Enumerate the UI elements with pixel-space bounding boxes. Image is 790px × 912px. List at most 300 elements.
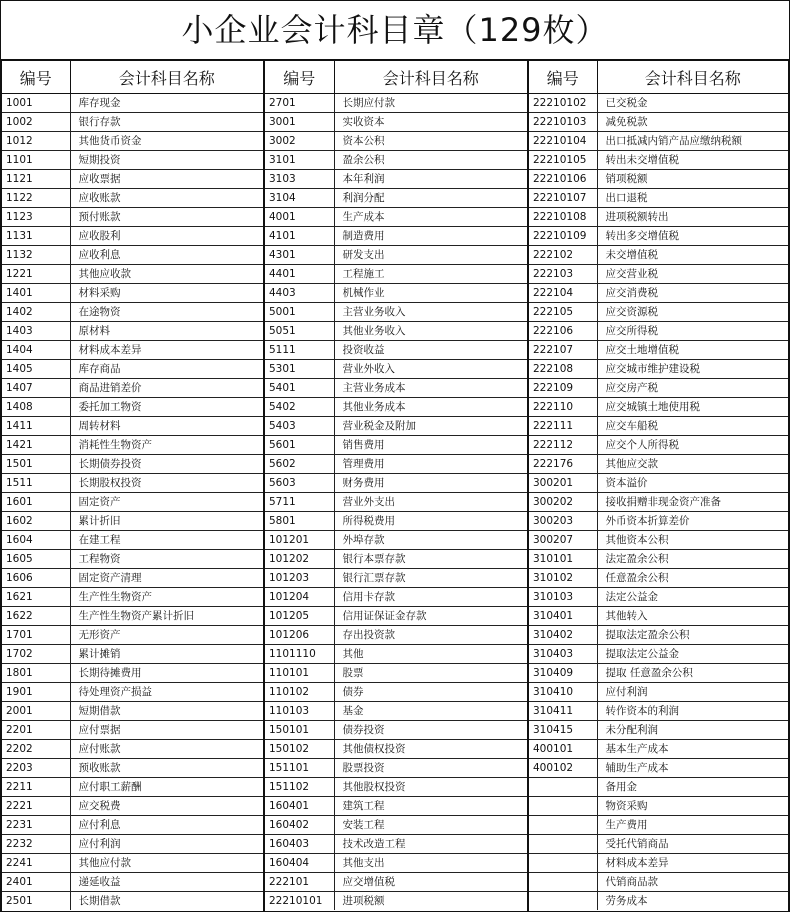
account-name: 提取法定公益金 (597, 645, 788, 664)
account-name: 在途物资 (70, 303, 263, 322)
account-name: 资本公积 (334, 132, 527, 151)
account-name: 银行存款 (70, 113, 263, 132)
account-name: 债券投资 (334, 721, 527, 740)
columns-area (1, 60, 789, 911)
account-code: 222112 (529, 436, 597, 455)
account-code: 222109 (529, 379, 597, 398)
account-code (529, 835, 597, 854)
table-row (2, 797, 263, 816)
account-name: 应交城市维护建设税 (597, 360, 788, 379)
account-name: 其他应交款 (597, 455, 788, 474)
table-row (529, 588, 788, 607)
account-code: 1511 (2, 474, 70, 493)
account-code: 5301 (265, 360, 334, 379)
table-row (265, 265, 527, 284)
account-name: 待处理资产损益 (70, 683, 263, 702)
account-code: 1131 (2, 227, 70, 246)
account-name: 预收账款 (70, 759, 263, 778)
account-name: 其他应收款 (70, 265, 263, 284)
account-name: 其他应付款 (70, 854, 263, 873)
table-row (265, 322, 527, 341)
account-code: 110101 (265, 664, 334, 683)
table-row (529, 189, 788, 208)
account-code: 160404 (265, 854, 334, 873)
column-2 (264, 60, 528, 911)
account-name: 短期借款 (70, 702, 263, 721)
table-row (265, 873, 527, 892)
account-name: 销售费用 (334, 436, 527, 455)
table-row (529, 132, 788, 151)
account-code: 1002 (2, 113, 70, 132)
account-name: 应付职工薪酬 (70, 778, 263, 797)
account-code: 2202 (2, 740, 70, 759)
table-row (529, 208, 788, 227)
table-row (2, 645, 263, 664)
table-row (529, 246, 788, 265)
account-name: 消耗性生物资产 (70, 436, 263, 455)
table-row (2, 113, 263, 132)
table-row (2, 493, 263, 512)
table-row (529, 94, 788, 113)
account-name: 进项税额转出 (597, 208, 788, 227)
account-name: 商品进销差价 (70, 379, 263, 398)
account-name: 实收资本 (334, 113, 527, 132)
account-name: 债券 (334, 683, 527, 702)
account-name: 应付利润 (70, 835, 263, 854)
table-row (265, 246, 527, 265)
table-row (265, 493, 527, 512)
account-name: 生产费用 (597, 816, 788, 835)
account-code: 4401 (265, 265, 334, 284)
table-row (265, 892, 527, 911)
account-name: 辅助生产成本 (597, 759, 788, 778)
account-code: 22210101 (265, 892, 334, 911)
account-code: 310401 (529, 607, 597, 626)
table-row (2, 132, 263, 151)
table-row (2, 379, 263, 398)
account-name: 无形资产 (70, 626, 263, 645)
table-row (2, 474, 263, 493)
account-code: 1122 (2, 189, 70, 208)
account-table-3 (529, 60, 788, 910)
table-row (265, 797, 527, 816)
account-code: 1602 (2, 512, 70, 531)
account-code: 150101 (265, 721, 334, 740)
account-name: 应付利润 (597, 683, 788, 702)
account-code: 2203 (2, 759, 70, 778)
header-code: 编号 (265, 61, 334, 94)
table-row (2, 892, 263, 911)
table-row (529, 759, 788, 778)
table-row (265, 816, 527, 835)
account-code: 222103 (529, 265, 597, 284)
table-row (265, 683, 527, 702)
table-row (529, 740, 788, 759)
account-name: 长期债券投资 (70, 455, 263, 474)
table-row (265, 360, 527, 379)
table-row (265, 569, 527, 588)
account-code: 2501 (2, 892, 70, 911)
table-row (265, 854, 527, 873)
table-row (529, 398, 788, 417)
account-name: 其他货币资金 (70, 132, 263, 151)
table-row (529, 303, 788, 322)
account-name: 周转材料 (70, 417, 263, 436)
account-name: 销项税额 (597, 170, 788, 189)
account-code: 1403 (2, 322, 70, 341)
table-row (2, 94, 263, 113)
account-name: 营业外收入 (334, 360, 527, 379)
account-code: 222104 (529, 284, 597, 303)
table-row (265, 113, 527, 132)
table-row (265, 664, 527, 683)
table-row (2, 303, 263, 322)
table-row (2, 835, 263, 854)
account-code: 1622 (2, 607, 70, 626)
account-name: 应交所得税 (597, 322, 788, 341)
account-code: 222108 (529, 360, 597, 379)
account-code: 310103 (529, 588, 597, 607)
table-row (529, 531, 788, 550)
account-code: 300203 (529, 512, 597, 531)
account-name: 应交房产税 (597, 379, 788, 398)
table-row (265, 379, 527, 398)
table-row (2, 550, 263, 569)
table-row (529, 113, 788, 132)
account-name: 营业税金及附加 (334, 417, 527, 436)
account-name: 其他支出 (334, 854, 527, 873)
account-code: 101201 (265, 531, 334, 550)
account-code: 4403 (265, 284, 334, 303)
account-name: 基本生产成本 (597, 740, 788, 759)
account-name: 应交税费 (70, 797, 263, 816)
account-name: 股票 (334, 664, 527, 683)
table-row (529, 702, 788, 721)
account-name: 其他业务成本 (334, 398, 527, 417)
account-code: 5603 (265, 474, 334, 493)
account-name: 应交资源税 (597, 303, 788, 322)
table-row (265, 607, 527, 626)
account-code: 1012 (2, 132, 70, 151)
account-name: 工程物资 (70, 550, 263, 569)
table-row (2, 455, 263, 474)
table-row (529, 873, 788, 892)
account-code: 110102 (265, 683, 334, 702)
table-row (265, 550, 527, 569)
account-code: 1101110 (265, 645, 334, 664)
table-row (2, 208, 263, 227)
account-name: 研发支出 (334, 246, 527, 265)
account-code: 222176 (529, 455, 597, 474)
account-code: 400102 (529, 759, 597, 778)
account-code: 3104 (265, 189, 334, 208)
account-code (529, 854, 597, 873)
account-code: 222107 (529, 341, 597, 360)
table-row (2, 816, 263, 835)
table-row (529, 227, 788, 246)
account-name: 主营业务收入 (334, 303, 527, 322)
account-name: 固定资产 (70, 493, 263, 512)
table-row (529, 512, 788, 531)
table-header-row (2, 61, 263, 94)
account-code: 110103 (265, 702, 334, 721)
account-code: 3001 (265, 113, 334, 132)
account-name: 预付账款 (70, 208, 263, 227)
account-name: 转出多交增值税 (597, 227, 788, 246)
account-name: 减免税款 (597, 113, 788, 132)
account-name: 主营业务成本 (334, 379, 527, 398)
account-code: 22210108 (529, 208, 597, 227)
account-code: 300201 (529, 474, 597, 493)
table-row (529, 417, 788, 436)
account-code: 4101 (265, 227, 334, 246)
table-row (265, 645, 527, 664)
header-code: 编号 (2, 61, 70, 94)
account-code: 1606 (2, 569, 70, 588)
table-row (2, 626, 263, 645)
header-name: 会计科目名称 (70, 61, 263, 94)
table-row (265, 151, 527, 170)
table-row (529, 835, 788, 854)
account-name: 其他债权投资 (334, 740, 527, 759)
account-name: 应付账款 (70, 740, 263, 759)
account-name: 盈余公积 (334, 151, 527, 170)
account-code: 1221 (2, 265, 70, 284)
header-name: 会计科目名称 (597, 61, 788, 94)
table-row (2, 512, 263, 531)
account-code (529, 778, 597, 797)
page-title: 小企业会计科目章（129枚） (1, 1, 789, 60)
account-name: 接收捐赠非现金资产准备 (597, 493, 788, 512)
account-name: 转出未交增值税 (597, 151, 788, 170)
account-name: 其他资本公积 (597, 531, 788, 550)
account-code: 160402 (265, 816, 334, 835)
account-name: 股票投资 (334, 759, 527, 778)
account-name: 原材料 (70, 322, 263, 341)
account-name: 长期股权投资 (70, 474, 263, 493)
account-name: 在建工程 (70, 531, 263, 550)
account-name: 物资采购 (597, 797, 788, 816)
account-code: 2231 (2, 816, 70, 835)
account-code: 1402 (2, 303, 70, 322)
account-name: 法定公益金 (597, 588, 788, 607)
table-row (265, 740, 527, 759)
account-code: 222111 (529, 417, 597, 436)
account-name: 技术改造工程 (334, 835, 527, 854)
account-code: 400101 (529, 740, 597, 759)
account-code: 2211 (2, 778, 70, 797)
account-name: 代销商品款 (597, 873, 788, 892)
account-code: 222106 (529, 322, 597, 341)
table-row (265, 721, 527, 740)
account-name: 生产性生物资产累计折旧 (70, 607, 263, 626)
account-name: 资本溢价 (597, 474, 788, 493)
account-code: 4301 (265, 246, 334, 265)
account-code: 22210104 (529, 132, 597, 151)
account-code: 1411 (2, 417, 70, 436)
account-name: 出口抵减内销产品应缴纳税额 (597, 132, 788, 151)
account-name: 工程施工 (334, 265, 527, 284)
table-row (265, 94, 527, 113)
table-row (2, 721, 263, 740)
table-row (265, 189, 527, 208)
account-name: 银行本票存款 (334, 550, 527, 569)
account-code: 5001 (265, 303, 334, 322)
account-table-2 (265, 60, 527, 910)
account-code: 5711 (265, 493, 334, 512)
account-name: 其他股权投资 (334, 778, 527, 797)
account-code: 3101 (265, 151, 334, 170)
table-row (2, 683, 263, 702)
account-code: 151102 (265, 778, 334, 797)
account-code: 2001 (2, 702, 70, 721)
account-code: 3002 (265, 132, 334, 151)
account-code: 310101 (529, 550, 597, 569)
table-row (529, 797, 788, 816)
account-name: 应交增值税 (334, 873, 527, 892)
table-header-row (265, 61, 527, 94)
table-row (529, 265, 788, 284)
account-code: 1702 (2, 645, 70, 664)
account-code: 1601 (2, 493, 70, 512)
account-code: 222101 (265, 873, 334, 892)
table-row (265, 759, 527, 778)
account-code: 22210107 (529, 189, 597, 208)
account-code: 310411 (529, 702, 597, 721)
account-code: 310409 (529, 664, 597, 683)
table-row (529, 151, 788, 170)
account-code: 2701 (265, 94, 334, 113)
header-code: 编号 (529, 61, 597, 94)
table-row (2, 759, 263, 778)
account-code: 1132 (2, 246, 70, 265)
table-row (265, 170, 527, 189)
account-name: 应交车船税 (597, 417, 788, 436)
table-row (265, 284, 527, 303)
account-name: 投资收益 (334, 341, 527, 360)
account-name: 提取 任意盈余公积 (597, 664, 788, 683)
table-row (265, 626, 527, 645)
account-code (529, 797, 597, 816)
table-row (529, 607, 788, 626)
table-row (529, 626, 788, 645)
account-code (529, 892, 597, 911)
table-row (2, 322, 263, 341)
table-row (529, 341, 788, 360)
account-code: 22210102 (529, 94, 597, 113)
account-name: 信用证保证金存款 (334, 607, 527, 626)
table-row (529, 721, 788, 740)
account-table-1 (2, 60, 263, 910)
table-row (265, 455, 527, 474)
account-name: 应交个人所得税 (597, 436, 788, 455)
column-1 (1, 60, 264, 911)
table-row (265, 398, 527, 417)
account-name: 受托代销商品 (597, 835, 788, 854)
account-name: 应收账款 (70, 189, 263, 208)
account-code: 310102 (529, 569, 597, 588)
table-row (529, 455, 788, 474)
account-code: 1405 (2, 360, 70, 379)
table-row (265, 341, 527, 360)
account-code: 1421 (2, 436, 70, 455)
account-name: 材料采购 (70, 284, 263, 303)
account-code: 5601 (265, 436, 334, 455)
table-row (2, 417, 263, 436)
account-name: 未交增值税 (597, 246, 788, 265)
account-code: 2221 (2, 797, 70, 816)
table-row (529, 170, 788, 189)
table-row (529, 664, 788, 683)
table-row (529, 436, 788, 455)
account-code (529, 816, 597, 835)
account-code: 1605 (2, 550, 70, 569)
account-name: 安装工程 (334, 816, 527, 835)
table-row (2, 284, 263, 303)
table-row (529, 379, 788, 398)
account-code: 310402 (529, 626, 597, 645)
table-header-row (529, 61, 788, 94)
table-row (529, 322, 788, 341)
table-row (2, 398, 263, 417)
account-code: 151101 (265, 759, 334, 778)
account-code: 5401 (265, 379, 334, 398)
account-name: 劳务成本 (597, 892, 788, 911)
account-code: 1123 (2, 208, 70, 227)
table-row (2, 151, 263, 170)
account-name: 累计折旧 (70, 512, 263, 531)
table-row (2, 436, 263, 455)
table-row (2, 265, 263, 284)
account-code: 1001 (2, 94, 70, 113)
table-row (2, 246, 263, 265)
account-code: 3103 (265, 170, 334, 189)
table-row (2, 588, 263, 607)
table-row (2, 170, 263, 189)
account-code: 101206 (265, 626, 334, 645)
account-code: 1408 (2, 398, 70, 417)
table-row (2, 854, 263, 873)
account-code: 2401 (2, 873, 70, 892)
table-row (2, 360, 263, 379)
account-name: 库存商品 (70, 360, 263, 379)
account-name: 外币资本折算差价 (597, 512, 788, 531)
table-row (265, 588, 527, 607)
account-name: 信用卡存款 (334, 588, 527, 607)
table-row (529, 854, 788, 873)
table-row (529, 284, 788, 303)
table-row (529, 778, 788, 797)
table-row (2, 740, 263, 759)
account-code: 5402 (265, 398, 334, 417)
account-code: 101202 (265, 550, 334, 569)
account-code: 160401 (265, 797, 334, 816)
account-code: 1901 (2, 683, 70, 702)
table-row (2, 569, 263, 588)
account-code: 1621 (2, 588, 70, 607)
table-row (2, 227, 263, 246)
table-row (529, 550, 788, 569)
table-row (265, 531, 527, 550)
account-name: 递延收益 (70, 873, 263, 892)
table-row (2, 531, 263, 550)
account-name: 应付票据 (70, 721, 263, 740)
account-name: 基金 (334, 702, 527, 721)
account-name: 应交土地增值税 (597, 341, 788, 360)
account-code: 310403 (529, 645, 597, 664)
account-code: 22210103 (529, 113, 597, 132)
account-code: 1121 (2, 170, 70, 189)
